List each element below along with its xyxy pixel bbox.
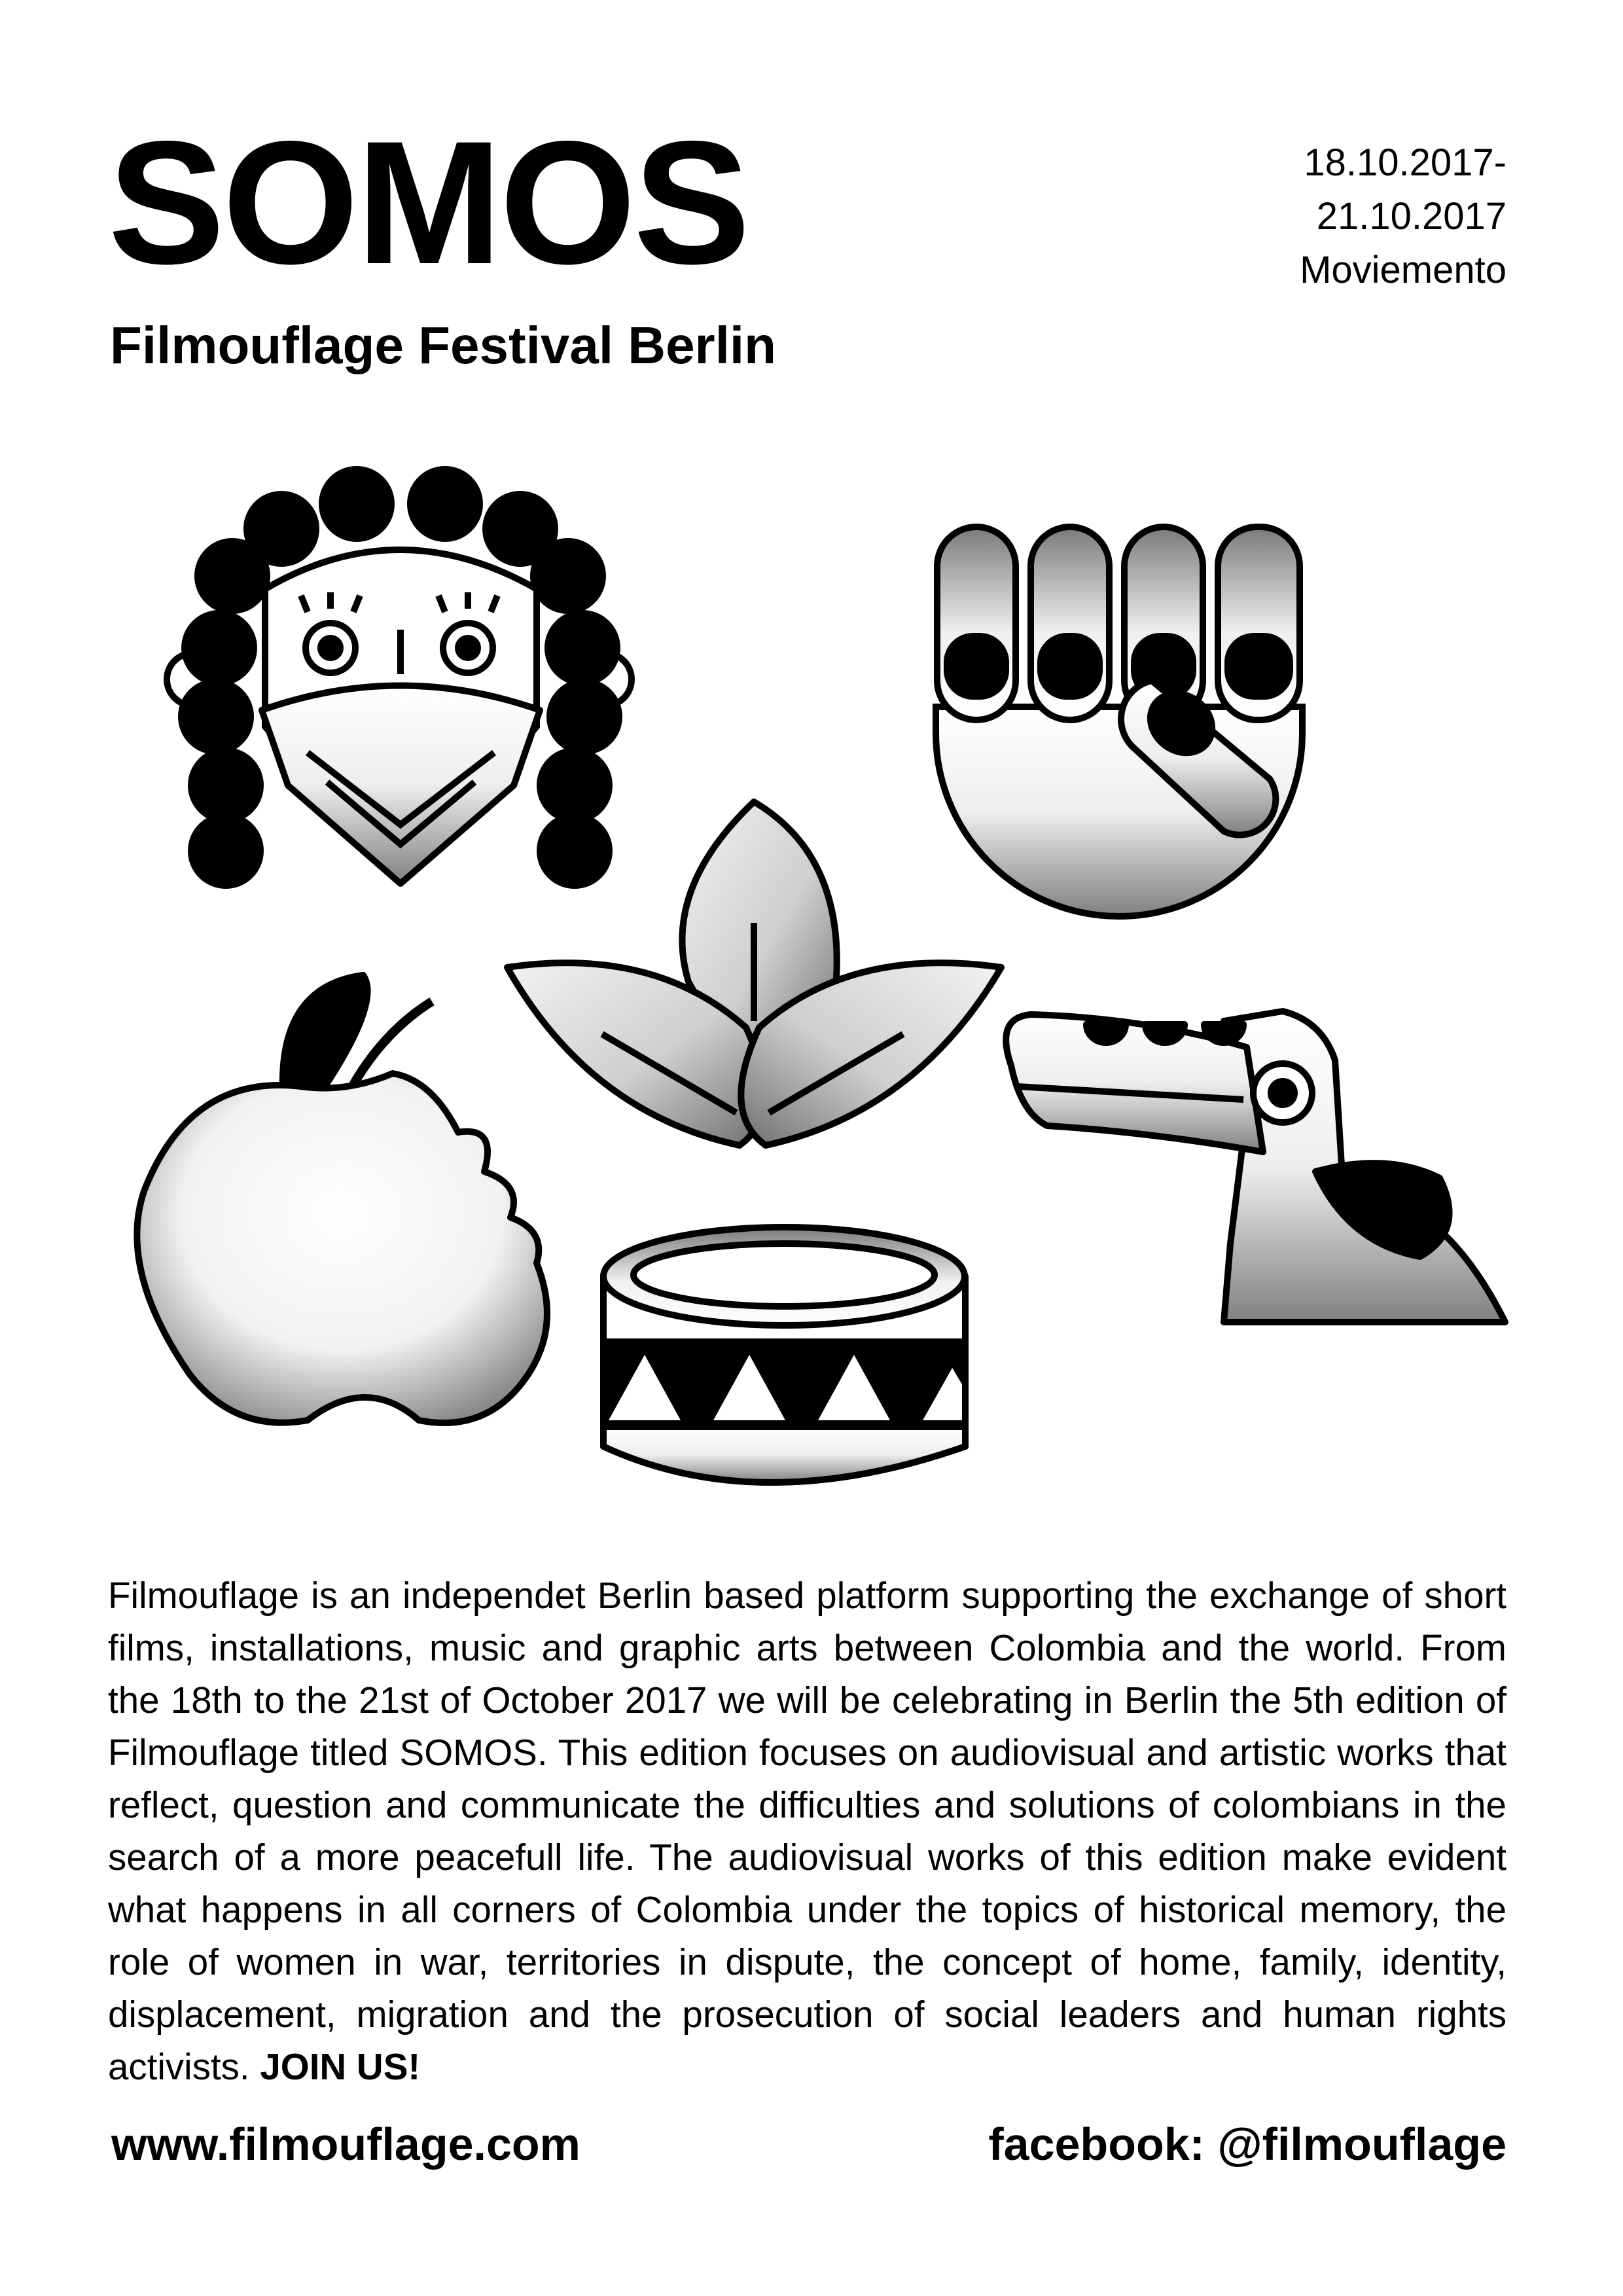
- bitten-apple-icon: [137, 975, 547, 1423]
- poster-subtitle: Filmouflage Festival Berlin: [110, 316, 777, 374]
- date-start: 18.10.2017-: [1304, 141, 1507, 184]
- poster-title: SOMOS: [108, 104, 748, 300]
- raised-fist-icon: [936, 527, 1302, 916]
- website-link[interactable]: www.filmouflage.com: [111, 2119, 580, 2170]
- venue: Moviemento: [1300, 249, 1507, 291]
- toucan-icon: [1006, 1011, 1505, 1322]
- festival-description: [108, 1570, 1507, 2093]
- facebook-handle[interactable]: facebook: @filmouflage: [988, 2119, 1507, 2170]
- description-text: Filmouflage is an independet Berlin based platform supporting the exchange of short films, installations, music and graphic arts between Colombia and the world. From the 18th to the 21st of October 2017 we will be celebrating in Berlin the 5th edition of Filmouflage titled SOMOS. This edition focuses on audiovisual and artistic works that reflect, question and communicate the difficulties and solutions of colombians in the search of a more peacefull life. The audiovisual works of this edition make evident what happens in all corners of Colombia under the topics of historical memory, the role of women in war, territories in dispute, the concept of home, family, identity, displacement, migration and the prosecution of social leaders and human rights activists.: [108, 1575, 1507, 2087]
- date-end: 21.10.2017: [1316, 195, 1507, 238]
- join-us-call-to-action: JOIN US!: [260, 2046, 421, 2087]
- woman-with-bandana-icon: [167, 466, 632, 889]
- drum-icon: [603, 1227, 965, 1482]
